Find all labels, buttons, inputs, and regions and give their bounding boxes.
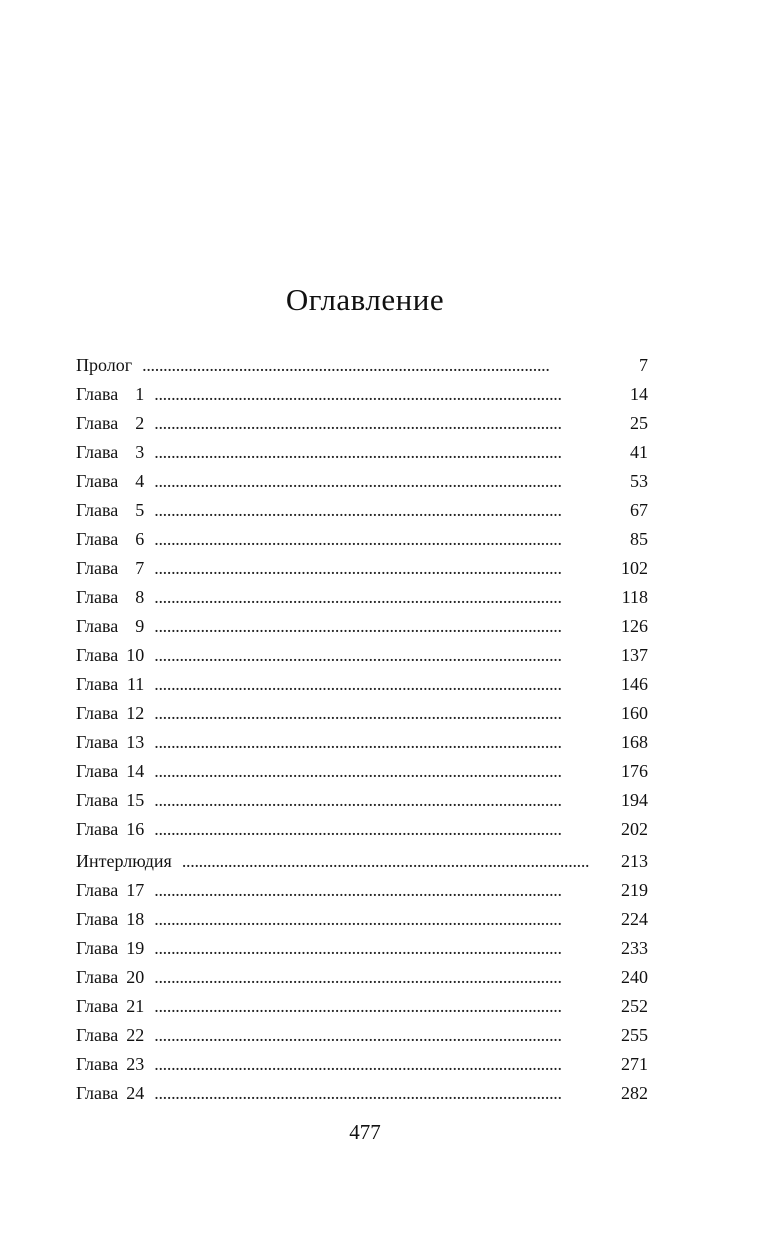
toc-entry-page: 176 [621, 761, 648, 781]
toc-entry-page: 255 [621, 1025, 648, 1045]
toc-entry-number: 12 [126, 703, 145, 723]
dot-leader [154, 612, 615, 641]
toc-entry-label: Глава [76, 529, 119, 549]
toc-entry-label: Глава [76, 558, 119, 578]
dot-leader [154, 699, 615, 728]
toc-entry-page: 126 [621, 616, 648, 636]
page-title: Оглавление [285, 282, 445, 317]
dot-leader [154, 992, 615, 1021]
toc-entry-number: 9 [135, 616, 145, 636]
dot-leader [154, 1079, 615, 1108]
toc-entry-page: 7 [639, 355, 648, 375]
toc-entry-label: Глава [76, 819, 119, 839]
toc-entry-page: 53 [630, 471, 648, 491]
toc-entry-page: 252 [621, 996, 648, 1016]
toc-entry-number: 24 [126, 1083, 145, 1103]
dot-leader [154, 554, 615, 583]
dot-leader [154, 1021, 615, 1050]
dot-leader [154, 934, 615, 963]
dot-leader [154, 409, 616, 438]
toc-entry-number: 5 [135, 500, 145, 520]
toc-entry [76, 992, 648, 1021]
toc-entry [76, 496, 648, 525]
dot-leader [154, 467, 616, 496]
toc-entry [76, 1079, 648, 1108]
toc-entry-number: 11 [126, 674, 145, 694]
toc-entry-label: Глава [76, 384, 119, 404]
toc-entry-page: 213 [621, 851, 648, 871]
toc-entry [76, 699, 648, 728]
dot-leader [154, 876, 615, 905]
toc-entry [76, 905, 648, 934]
toc-entry-number: 21 [126, 996, 145, 1016]
toc-entry [76, 467, 648, 496]
toc-entry-number: 13 [126, 732, 145, 752]
toc-entry-number: 2 [135, 413, 145, 433]
toc-entry-label: Глава [76, 674, 119, 694]
toc-entry-page: 233 [621, 938, 648, 958]
toc-entry [76, 786, 648, 815]
toc-entry-label: Пролог [76, 355, 133, 375]
toc-entry [76, 934, 648, 963]
toc-entry-number: 23 [126, 1054, 145, 1074]
toc-entry [76, 670, 648, 699]
dot-leader [182, 847, 615, 876]
toc-entry-number: 3 [135, 442, 145, 462]
dot-leader [154, 583, 615, 612]
dot-leader [142, 351, 616, 380]
toc-entry-page: 224 [621, 909, 648, 929]
toc-entry-label: Глава [76, 442, 119, 462]
toc-entry-page: 14 [630, 384, 648, 404]
toc-entry-number: 19 [126, 938, 145, 958]
toc-entry-page: 146 [621, 674, 648, 694]
toc-entry [76, 554, 648, 583]
toc-entry-page: 118 [621, 587, 648, 607]
dot-leader [154, 757, 615, 786]
toc-entry-number: 15 [126, 790, 145, 810]
toc-entry-label: Глава [76, 500, 119, 520]
toc-entry-page: 168 [621, 732, 648, 752]
dot-leader [154, 1050, 615, 1079]
toc-entry-number: 8 [135, 587, 145, 607]
toc-entry [76, 963, 648, 992]
dot-leader [154, 815, 615, 844]
dot-leader [154, 905, 615, 934]
toc-entry-page: 202 [621, 819, 648, 839]
toc-entry [76, 847, 648, 876]
toc-entry-label: Глава [76, 616, 119, 636]
toc-entry-page: 194 [621, 790, 648, 810]
toc-entry-page: 102 [621, 558, 648, 578]
toc-entry [76, 612, 648, 641]
dot-leader [154, 670, 615, 699]
dot-leader [154, 380, 616, 409]
toc-entry-label: Глава [76, 645, 119, 665]
toc-entry [76, 409, 648, 438]
toc-entry-page: 282 [621, 1083, 648, 1103]
toc-entry-label: Глава [76, 996, 119, 1016]
toc-entry [76, 583, 648, 612]
toc-entry-page: 219 [621, 880, 648, 900]
toc-entry [76, 1050, 648, 1079]
toc-entry [76, 380, 648, 409]
toc-entry-label: Глава [76, 587, 119, 607]
toc-entry-number: 20 [126, 967, 145, 987]
toc-entry-label: Глава [76, 732, 119, 752]
toc-entry-number: 4 [135, 471, 145, 491]
toc-entry-label: Глава [76, 1054, 119, 1074]
toc-entry [76, 525, 648, 554]
dot-leader [154, 496, 616, 525]
toc-entry-number: 7 [135, 558, 145, 578]
toc-entry-number: 17 [126, 880, 145, 900]
toc-entry-number: 22 [126, 1025, 145, 1045]
toc-entry [76, 876, 648, 905]
toc-entry [76, 757, 648, 786]
toc-entry-label: Глава [76, 1083, 119, 1103]
toc-entry-label: Глава [76, 880, 119, 900]
toc-entry-label: Глава [76, 1025, 119, 1045]
toc-entry-number: 18 [126, 909, 145, 929]
toc-entry-label: Глава [76, 909, 119, 929]
toc-entry [76, 815, 648, 844]
toc-entry-number: 6 [135, 529, 145, 549]
toc-entry [76, 438, 648, 467]
dot-leader [154, 438, 616, 467]
toc-entry-label: Глава [76, 967, 119, 987]
toc-entry [76, 641, 648, 670]
toc-entry-label: Глава [76, 413, 119, 433]
toc-entry-number: 10 [126, 645, 145, 665]
toc-entry-page: 67 [630, 500, 648, 520]
toc-entry-page: 137 [621, 645, 648, 665]
toc-entry-number: 1 [135, 384, 145, 404]
dot-leader [154, 525, 616, 554]
dot-leader [154, 728, 615, 757]
toc-entry-page: 25 [630, 413, 648, 433]
toc-entry-label: Глава [76, 761, 119, 781]
toc-entry-label: Глава [76, 703, 119, 723]
page-number: 477 [349, 1120, 381, 1144]
toc-entry-page: 240 [621, 967, 648, 987]
table-of-contents [76, 351, 648, 1108]
toc-entry-label: Глава [76, 938, 119, 958]
toc-entry [76, 1021, 648, 1050]
dot-leader [154, 963, 615, 992]
toc-entry-page: 41 [630, 442, 648, 462]
toc-entry-page: 85 [630, 529, 648, 549]
toc-entry-label: Глава [76, 471, 119, 491]
toc-entry-label: Интерлюдия [76, 851, 172, 871]
toc-entry [76, 728, 648, 757]
toc-entry-page: 271 [621, 1054, 648, 1074]
toc-entry-page: 160 [621, 703, 648, 723]
toc-entry-number: 14 [126, 761, 145, 781]
dot-leader [154, 786, 615, 815]
toc-entry-label: Глава [76, 790, 119, 810]
dot-leader [154, 641, 615, 670]
toc-entry [76, 351, 648, 380]
toc-entry-number: 16 [126, 819, 145, 839]
